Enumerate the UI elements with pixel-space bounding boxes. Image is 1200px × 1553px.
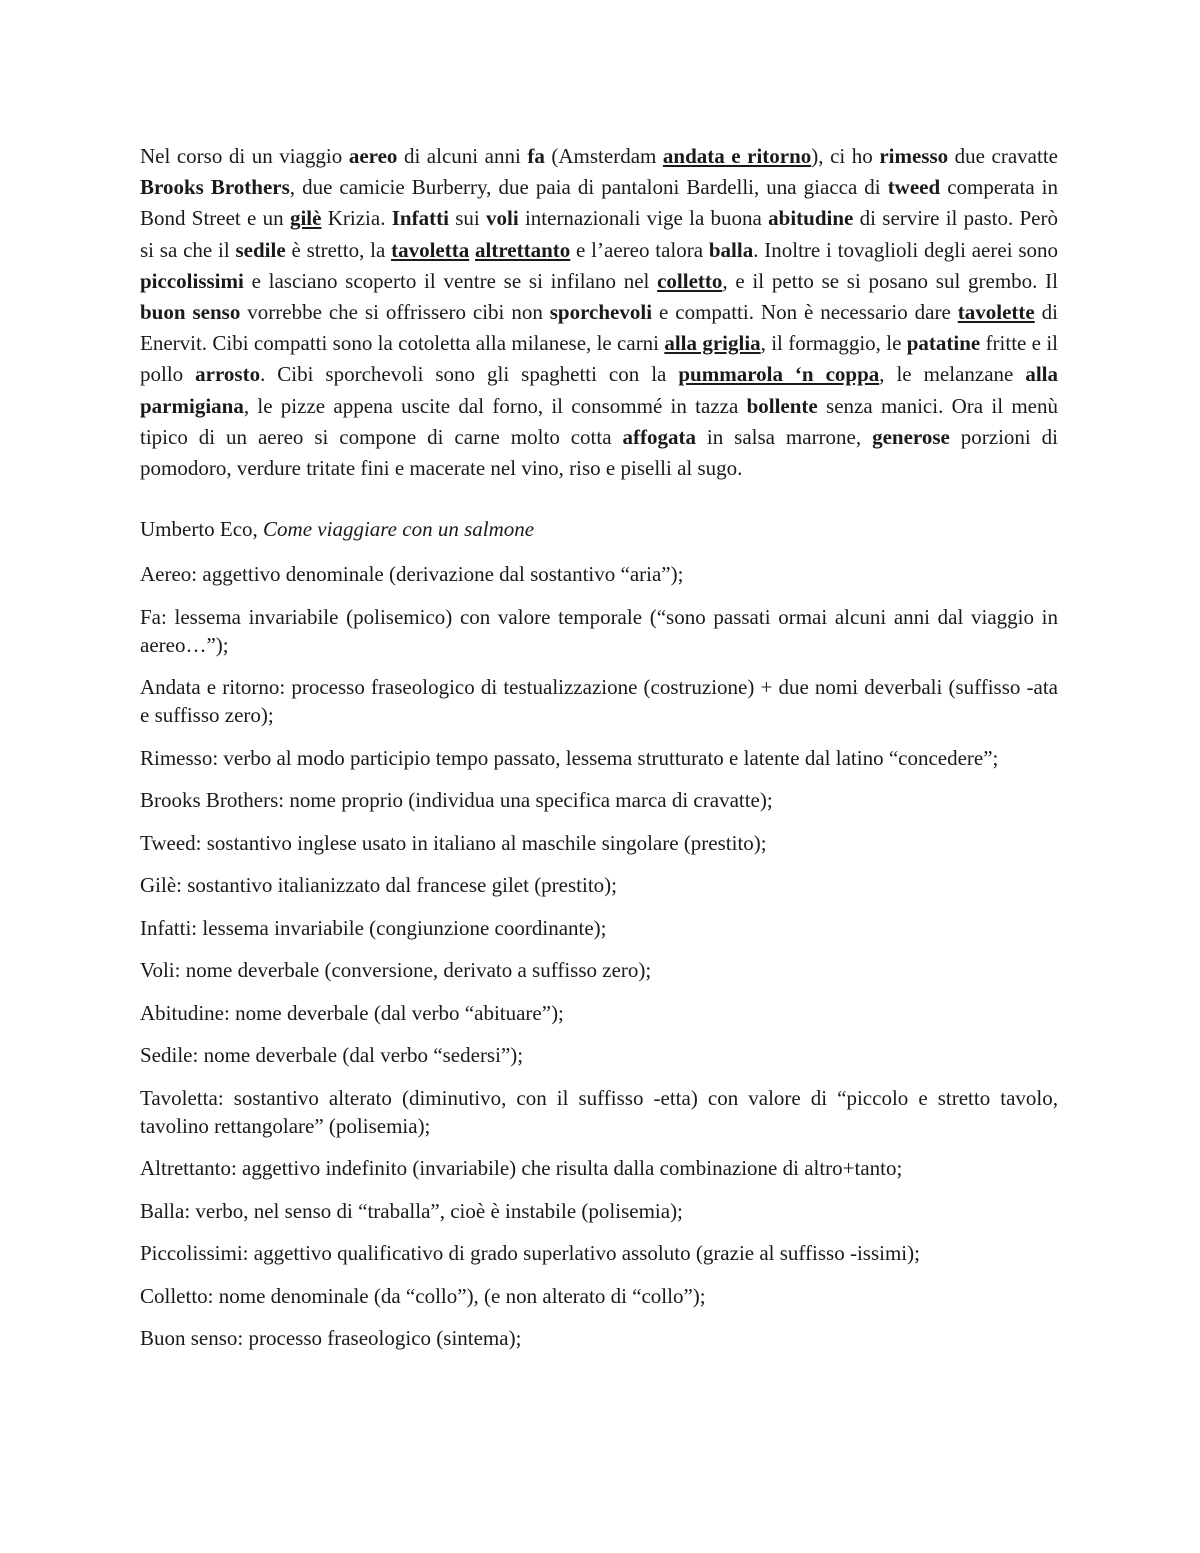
keyword: Infatti (391, 206, 449, 231)
underlined-keyword: tavoletta (391, 237, 470, 262)
passage-text: (Amsterdam (544, 144, 663, 168)
analysis-note: Altrettanto: aggettivo indefinito (invariabile) che risulta dalla combinazione di altro+tanto; (140, 1156, 903, 1180)
keyword (664, 331, 760, 355)
passage-text: di servire il pasto. Però si sa che il (140, 206, 1058, 262)
analysis-note: Piccolissimi: aggettivo qualificativo di grado superlativo assoluto (grazie al suffisso -issimi); (140, 1241, 920, 1265)
underlined-keyword: pummarola ‘n coppa (678, 362, 880, 387)
passage-text: , due camicie Burberry, due paia di pantaloni Bardelli, una giacca di (289, 175, 888, 200)
source-attribution (140, 514, 1058, 545)
passage-text: , il formaggio, le (760, 331, 907, 356)
passage-text: senza manici. Ora il menù tipico di un aereo si compone di carne molto cotta (140, 393, 1058, 449)
passage-text: . Inoltre i tovaglioli degli aerei sono (753, 237, 1058, 262)
analysis-note: Sedile: nome deverbale (dal verbo “sedersi”); (140, 1043, 524, 1067)
analysis-note: Voli: nome deverbale (conversione, derivato a suffisso zero); (140, 958, 652, 982)
passage-text: e lasciano scoperto il ventre se si infilano nel (243, 268, 658, 293)
passage-text: , le pizze appena uscite dal forno, il consommé in tazza (243, 393, 747, 418)
passage-text: di alcuni anni (397, 144, 528, 168)
source-author: Umberto Eco, (140, 517, 264, 541)
passage-text: fritte e il pollo (140, 331, 1058, 387)
analysis-note: Gilè: sostantivo italianizzato dal francese gilet (prestito); (140, 873, 618, 897)
analysis-note: Brooks Brothers: nome proprio (individua una specifica marca di cravatte); (140, 788, 773, 812)
analysis-note: Andata e ritorno: processo fraseologico di testualizzazione (costruzione) + due nomi deverbali (suffisso -ata e suffisso zero); (140, 675, 1058, 727)
keyword: Brooks Brothers (140, 175, 290, 200)
passage-text: , le melanzane (879, 362, 1026, 387)
keyword (290, 206, 322, 230)
analysis-note: Colletto: nome denominale (da “collo”), (e non alterato di “collo”); (140, 1283, 706, 1308)
underlined-keyword: gilè (289, 206, 322, 231)
keyword: sporchevoli (549, 300, 653, 325)
analysis-note: Tavoletta: sostantivo alterato (diminutivo, con il suffisso -etta) con valore di “piccolo e stretto tavolo, tavolino rettangolare” (polisemia); (140, 1085, 1058, 1138)
keyword: tweed (887, 175, 941, 200)
keyword (663, 144, 811, 168)
keyword: rimesso (879, 144, 949, 168)
underlined-keyword: alla griglia (664, 331, 761, 356)
keyword: piccolissimi (140, 268, 244, 293)
analysis-note: Tweed: sostantivo inglese usato in italiano al maschile singolare (prestito); (140, 830, 767, 855)
analysis-note: Aereo: aggettivo denominale (derivazione dal sostantivo “aria”); (140, 562, 684, 586)
passage-text: Nel corso di un viaggio (140, 144, 349, 168)
keyword: generose (872, 424, 950, 449)
passage-text: ), ci ho (811, 144, 880, 168)
keyword: sedile (235, 237, 286, 262)
keyword: patatine (906, 331, 981, 356)
passage-text: sui (448, 206, 486, 231)
excerpt-paragraph (140, 141, 1058, 484)
keyword (475, 238, 570, 262)
keyword: abitudine (768, 206, 854, 231)
keyword: balla (708, 237, 754, 262)
keyword (391, 238, 469, 262)
passage-text: , e il petto se si posano sul grembo. Il (722, 268, 1058, 293)
keyword: bollente (746, 393, 818, 418)
underlined-keyword: colletto (657, 268, 723, 293)
underlined-keyword: altrettanto (475, 237, 571, 262)
analysis-list (140, 560, 1058, 1367)
analysis-note: Rimesso: verbo al modo participio tempo passato, lessema strutturato e latente dal latino “concedere”; (140, 745, 999, 770)
keyword: fa (527, 144, 545, 168)
keyword: aereo (348, 144, 398, 168)
underlined-keyword: tavolette (957, 300, 1035, 325)
source-title: Come viaggiare con un salmone (263, 517, 535, 541)
passage-text: comperata in Bond Street e un (140, 175, 1059, 231)
keyword: affogata (622, 424, 696, 449)
underlined-keyword: andata e ritorno (662, 144, 812, 168)
analysis-note: Infatti: lessema invariabile (congiunzione coordinante); (140, 915, 607, 940)
passage-text: . Cibi sporchevoli sono gli spaghetti con la (260, 362, 679, 387)
keyword: alla parmigiana (140, 362, 1058, 418)
passage-text: in salsa marrone, (695, 424, 873, 449)
passage-text: è stretto, la (285, 237, 392, 262)
passage-text: e l’aereo talora (570, 237, 709, 262)
keyword: buon senso (140, 300, 241, 325)
keyword: voli (486, 206, 519, 231)
analysis-note: Balla: verbo, nel senso di “traballa”, cioè è instabile (polisemia); (140, 1198, 683, 1223)
passage-text: due cravatte (948, 144, 1058, 168)
keyword (958, 300, 1035, 324)
passage-text: porzioni di pomodoro, verdure tritate fini e macerate nel vino, riso e piselli al sugo. (140, 424, 1059, 481)
passage-text: e compatti. Non è necessario dare (652, 300, 958, 325)
passage-text: Krizia. (321, 206, 392, 231)
passage-text: di Enervit. Cibi compatti sono la cotoletta alla milanese, le carni (140, 300, 1058, 356)
keyword: arrosto (195, 362, 261, 387)
passage-text: vorrebbe che si offrissero cibi non (240, 300, 550, 325)
passage-text: internazionali vige la buona (518, 206, 769, 231)
keyword (678, 362, 879, 386)
analysis-note: Buon senso: processo fraseologico (sintema); (140, 1326, 522, 1350)
analysis-note: Fa: lessema invariabile (polisemico) con valore temporale (“sono passati ormai alcuni anni dal viaggio in aereo…”); (140, 604, 1058, 657)
keyword (657, 269, 722, 293)
analysis-note: Abitudine: nome deverbale (dal verbo “abituare”); (140, 1000, 564, 1025)
